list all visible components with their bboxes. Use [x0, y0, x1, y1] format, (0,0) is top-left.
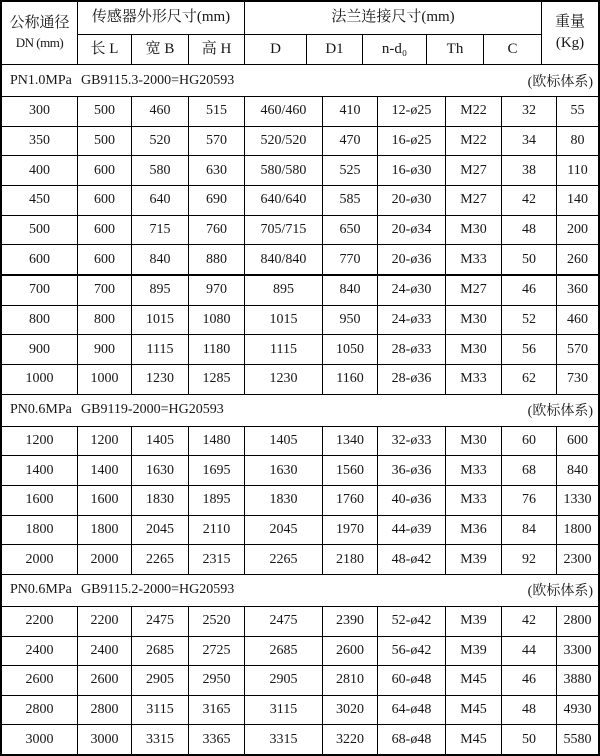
- table-row: [2, 186, 598, 216]
- table-cell: M30: [446, 306, 502, 335]
- table-cell: 80: [570, 132, 585, 148]
- header-dn: [2, 2, 78, 64]
- standard-note: (欧标体系): [527, 74, 593, 90]
- header-sensor-group: 传感器外形尺寸(mm): [78, 2, 245, 35]
- table-row: [2, 335, 598, 365]
- table-cell: 1600: [2, 486, 78, 515]
- table-cell: 12-ø25: [378, 97, 446, 126]
- table-cell: 3020: [323, 696, 378, 725]
- table-cell: 2800: [78, 696, 132, 725]
- table-cell: 260: [567, 251, 588, 267]
- table-row: [2, 216, 598, 246]
- header-col-nd0: n-d₀: [363, 35, 427, 64]
- table-cell: 520: [132, 127, 189, 156]
- table-cell: 2180: [323, 545, 378, 574]
- table-cell: 1330: [563, 492, 592, 508]
- table-cell: 500: [2, 216, 78, 245]
- table-cell: M27: [446, 186, 502, 215]
- table-cell: 460: [567, 311, 588, 327]
- table-cell: 1760: [323, 486, 378, 515]
- table-cell: M33: [446, 456, 502, 485]
- table-cell: 3165: [189, 696, 245, 725]
- table-cell: 1895: [189, 486, 245, 515]
- table-row: [2, 637, 598, 667]
- table-cell: 3220: [323, 725, 378, 754]
- table-cell: 1180: [189, 335, 245, 364]
- table-row: [2, 607, 598, 637]
- table-cell: 585: [323, 186, 378, 215]
- table-cell: 840: [323, 276, 378, 305]
- table-cell: 470: [323, 127, 378, 156]
- table-cell: 40-ø36: [378, 486, 446, 515]
- table-cell: 38: [502, 156, 557, 185]
- table-cell: 84: [502, 516, 557, 545]
- table-cell: 24-ø30: [378, 276, 446, 305]
- table-cell: 50: [502, 245, 557, 274]
- table-cell: 46: [502, 666, 557, 695]
- table-cell: 1400: [78, 456, 132, 485]
- header-col-length: 长 L: [78, 35, 132, 64]
- table-cell: M27: [446, 156, 502, 185]
- table-cell: 3000: [2, 725, 78, 754]
- table-row: [2, 365, 598, 395]
- header-dn-subtitle: DN (mm): [15, 34, 64, 50]
- table-cell: 36-ø36: [378, 456, 446, 485]
- table-cell: 2265: [132, 545, 189, 574]
- table-row: [2, 456, 598, 486]
- table-cell: 28-ø33: [378, 335, 446, 364]
- table-cell: 24-ø33: [378, 306, 446, 335]
- table-cell: M30: [446, 216, 502, 245]
- table-cell: 5580: [563, 731, 592, 747]
- table-cell: 800: [78, 306, 132, 335]
- table-cell: 56: [502, 335, 557, 364]
- table-cell: 20-ø36: [378, 245, 446, 274]
- table-cell: 1230: [245, 365, 323, 394]
- table-cell: M30: [446, 335, 502, 364]
- table-cell: 68-ø48: [378, 725, 446, 754]
- table-cell: 1800: [563, 521, 592, 537]
- table-cell: 140: [567, 192, 588, 208]
- table-cell: 970: [189, 276, 245, 305]
- header-col-height: 高 H: [189, 35, 245, 64]
- table-cell: 1160: [323, 365, 378, 394]
- table-cell: M39: [446, 545, 502, 574]
- table-cell: 840/840: [245, 245, 323, 274]
- table-cell: 500: [78, 97, 132, 126]
- table-cell: 630: [189, 156, 245, 185]
- table-cell: 1115: [132, 335, 189, 364]
- table-cell: 900: [78, 335, 132, 364]
- table-cell: 16-ø25: [378, 127, 446, 156]
- table-cell: 900: [2, 335, 78, 364]
- standard-label: GB9119-2000=HG20593: [81, 402, 224, 418]
- table-row: [2, 725, 598, 754]
- table-cell: 3315: [132, 725, 189, 754]
- table-row: [2, 545, 598, 575]
- table-cell: 460/460: [245, 97, 323, 126]
- table-cell: 2200: [78, 607, 132, 636]
- table-cell: 1200: [78, 427, 132, 456]
- table-cell: 34: [502, 127, 557, 156]
- table-cell: 3365: [189, 725, 245, 754]
- table-cell: 76: [502, 486, 557, 515]
- table-cell: M39: [446, 607, 502, 636]
- table-cell: M22: [446, 127, 502, 156]
- table-cell: 52-ø42: [378, 607, 446, 636]
- table-cell: 1230: [132, 365, 189, 394]
- table-cell: 60-ø48: [378, 666, 446, 695]
- table-cell: 1480: [189, 427, 245, 456]
- table-cell: 700: [2, 276, 78, 305]
- table-cell: 500: [78, 127, 132, 156]
- section-row: [2, 395, 598, 427]
- header-col-d1: D1: [307, 35, 363, 64]
- table-cell: 1405: [245, 427, 323, 456]
- table-cell: 525: [323, 156, 378, 185]
- table-cell: 300: [2, 97, 78, 126]
- table-row: [2, 245, 598, 276]
- table-cell: 1285: [189, 365, 245, 394]
- table-row: [2, 427, 598, 457]
- table-cell: 92: [502, 545, 557, 574]
- table-cell: 2000: [78, 545, 132, 574]
- table-cell: 580/580: [245, 156, 323, 185]
- table-cell: 360: [567, 282, 588, 298]
- table-cell: 2110: [189, 516, 245, 545]
- table-cell: 570: [189, 127, 245, 156]
- table-cell: 3115: [245, 696, 323, 725]
- table-cell: 2475: [245, 607, 323, 636]
- table-cell: 3300: [563, 642, 592, 658]
- table-cell: 600: [567, 432, 588, 448]
- table-cell: M33: [446, 365, 502, 394]
- table-cell: 2600: [78, 666, 132, 695]
- header-weight: [542, 2, 598, 64]
- standard-label: GB9115.2-2000=HG20593: [81, 582, 235, 598]
- table-cell: 2800: [2, 696, 78, 725]
- table-cell: 2045: [132, 516, 189, 545]
- standard-note: (欧标体系): [527, 404, 593, 420]
- pressure-label: PN0.6MPa: [10, 582, 72, 598]
- table-cell: 640: [132, 186, 189, 215]
- table-cell: 3315: [245, 725, 323, 754]
- table-cell: 600: [78, 245, 132, 274]
- table-cell: 2600: [2, 666, 78, 695]
- table-cell: 2685: [132, 637, 189, 666]
- table-cell: M45: [446, 725, 502, 754]
- table-cell: 1340: [323, 427, 378, 456]
- table-cell: 840: [132, 245, 189, 274]
- table-cell: 650: [323, 216, 378, 245]
- table-cell: 895: [132, 276, 189, 305]
- table-cell: 2800: [563, 613, 592, 629]
- table-cell: 760: [189, 216, 245, 245]
- table-cell: 28-ø36: [378, 365, 446, 394]
- table-cell: 730: [567, 371, 588, 387]
- table-cell: 705/715: [245, 216, 323, 245]
- pressure-label: PN0.6MPa: [10, 402, 72, 418]
- table-cell: 2400: [78, 637, 132, 666]
- table-cell: 640/640: [245, 186, 323, 215]
- table-cell: 48: [502, 696, 557, 725]
- table-cell: 32-ø33: [378, 427, 446, 456]
- table-cell: M22: [446, 97, 502, 126]
- table-cell: 2905: [245, 666, 323, 695]
- table-cell: 2950: [189, 666, 245, 695]
- table-row: [2, 696, 598, 726]
- table-cell: 1800: [78, 516, 132, 545]
- section-row: [2, 575, 598, 607]
- table-cell: 44-ø39: [378, 516, 446, 545]
- table-cell: 62: [502, 365, 557, 394]
- table-row: [2, 97, 598, 127]
- table-cell: 700: [78, 276, 132, 305]
- section-row: [2, 65, 598, 97]
- table-row: [2, 156, 598, 186]
- table-cell: 3000: [78, 725, 132, 754]
- table-cell: 1800: [2, 516, 78, 545]
- table-cell: 450: [2, 186, 78, 215]
- table-cell: 20-ø34: [378, 216, 446, 245]
- table-cell: 690: [189, 186, 245, 215]
- table-cell: 1405: [132, 427, 189, 456]
- table-cell: 2725: [189, 637, 245, 666]
- table-cell: 52: [502, 306, 557, 335]
- table-cell: 1830: [132, 486, 189, 515]
- table-cell: 2265: [245, 545, 323, 574]
- table-cell: 2600: [323, 637, 378, 666]
- table-cell: 2000: [2, 545, 78, 574]
- header-weight-subtitle: (Kg): [555, 34, 585, 51]
- table-cell: 840: [567, 462, 588, 478]
- table-cell: 16-ø30: [378, 156, 446, 185]
- table-cell: 1630: [245, 456, 323, 485]
- table-cell: 460: [132, 97, 189, 126]
- table-cell: 48-ø42: [378, 545, 446, 574]
- table-cell: M36: [446, 516, 502, 545]
- table-cell: 1000: [78, 365, 132, 394]
- table-cell: 1830: [245, 486, 323, 515]
- header-weight-title: 重量: [554, 14, 585, 31]
- table-row: [2, 306, 598, 336]
- table-cell: M45: [446, 666, 502, 695]
- header-dn-title: 公称通径: [9, 15, 70, 32]
- table-cell: 1695: [189, 456, 245, 485]
- table-cell: 1400: [2, 456, 78, 485]
- table-header: [2, 2, 598, 65]
- table-cell: M39: [446, 637, 502, 666]
- table-cell: 64-ø48: [378, 696, 446, 725]
- table-cell: 410: [323, 97, 378, 126]
- table-cell: 2300: [563, 551, 592, 567]
- table-cell: 1600: [78, 486, 132, 515]
- table-cell: 55: [570, 103, 585, 119]
- table-cell: 715: [132, 216, 189, 245]
- table-row: [2, 127, 598, 157]
- table-cell: 600: [78, 216, 132, 245]
- pressure-label: PN1.0MPa: [10, 72, 72, 88]
- table-cell: 895: [245, 276, 323, 305]
- table-row: [2, 486, 598, 516]
- table-cell: 2400: [2, 637, 78, 666]
- table-cell: 600: [2, 245, 78, 274]
- table-cell: 1015: [245, 306, 323, 335]
- table-cell: 46: [502, 276, 557, 305]
- table-cell: M30: [446, 427, 502, 456]
- table-cell: 520/520: [245, 127, 323, 156]
- table-cell: M27: [446, 276, 502, 305]
- table-cell: 950: [323, 306, 378, 335]
- header-col-d: D: [245, 35, 307, 64]
- table-cell: 50: [502, 725, 557, 754]
- header-col-th: Th: [427, 35, 484, 64]
- table-cell: 32: [502, 97, 557, 126]
- table-cell: 2390: [323, 607, 378, 636]
- table-cell: 1115: [245, 335, 323, 364]
- table-cell: M33: [446, 245, 502, 274]
- table-cell: 600: [78, 186, 132, 215]
- table-cell: M33: [446, 486, 502, 515]
- header-col-c: C: [484, 35, 542, 64]
- table-cell: 60: [502, 427, 557, 456]
- table-cell: 1200: [2, 427, 78, 456]
- table-cell: M45: [446, 696, 502, 725]
- header-flange-group: 法兰连接尺寸(mm): [245, 2, 542, 35]
- table-cell: 1970: [323, 516, 378, 545]
- table-row: [2, 516, 598, 546]
- table-cell: 2200: [2, 607, 78, 636]
- table-cell: 110: [567, 162, 588, 178]
- table-cell: 1630: [132, 456, 189, 485]
- table-cell: 2475: [132, 607, 189, 636]
- table-cell: 42: [502, 607, 557, 636]
- table-cell: 515: [189, 97, 245, 126]
- table-cell: 600: [78, 156, 132, 185]
- table-cell: 2045: [245, 516, 323, 545]
- table-cell: 350: [2, 127, 78, 156]
- table-cell: 3115: [132, 696, 189, 725]
- table-row: [2, 276, 598, 306]
- standard-label: GB9115.3-2000=HG20593: [81, 72, 235, 88]
- table-cell: 200: [567, 221, 588, 237]
- table-cell: 1560: [323, 456, 378, 485]
- table-cell: 1000: [2, 365, 78, 394]
- table-cell: 56-ø42: [378, 637, 446, 666]
- table-cell: 2810: [323, 666, 378, 695]
- table-body: [2, 65, 598, 754]
- standard-note: (欧标体系): [527, 584, 593, 600]
- table-cell: 48: [502, 216, 557, 245]
- table-cell: 2905: [132, 666, 189, 695]
- table-cell: 42: [502, 186, 557, 215]
- table-cell: 1080: [189, 306, 245, 335]
- table-cell: 1050: [323, 335, 378, 364]
- table-cell: 570: [567, 341, 588, 357]
- table-cell: 2520: [189, 607, 245, 636]
- table-cell: 4930: [563, 702, 592, 718]
- table-cell: 2685: [245, 637, 323, 666]
- table-cell: 1015: [132, 306, 189, 335]
- table-cell: 400: [2, 156, 78, 185]
- table-cell: 20-ø30: [378, 186, 446, 215]
- header-col-width: 宽 B: [132, 35, 189, 64]
- table-cell: 800: [2, 306, 78, 335]
- table-cell: 3880: [563, 672, 592, 688]
- table-cell: 580: [132, 156, 189, 185]
- table-cell: 68: [502, 456, 557, 485]
- table-row: [2, 666, 598, 696]
- table-cell: 44: [502, 637, 557, 666]
- table-cell: 770: [323, 245, 378, 274]
- table-cell: 880: [189, 245, 245, 274]
- table-cell: 2315: [189, 545, 245, 574]
